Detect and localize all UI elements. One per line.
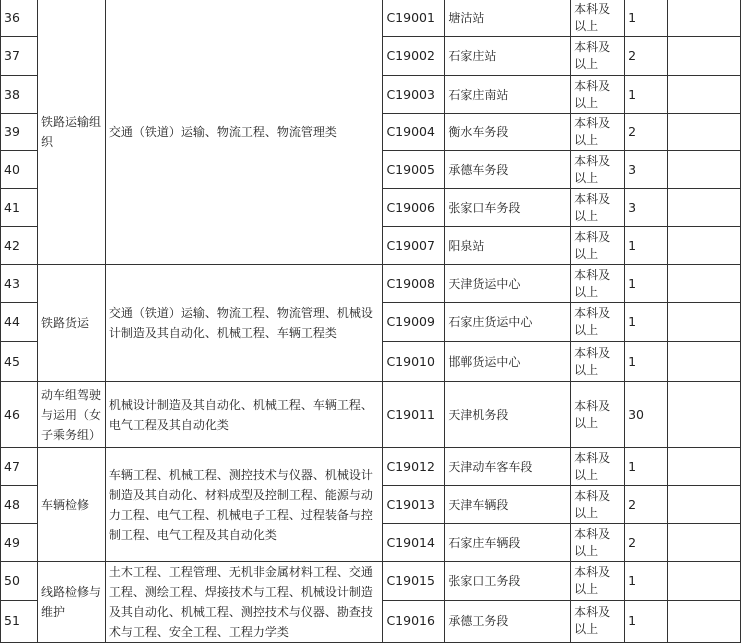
unit-name: 塘沽站 [445, 0, 571, 37]
row-number: 50 [1, 562, 38, 601]
table-row [1, 382, 741, 448]
unit-name: 天津机务段 [445, 382, 571, 448]
position-code: C19004 [383, 114, 445, 151]
position-code: C19003 [383, 76, 445, 114]
row-number: 49 [1, 524, 38, 562]
education-level: 本科及以上 [571, 227, 625, 265]
hire-count: 30 [625, 382, 668, 448]
majors-cell: 交通（铁道）运输、物流工程、物流管理、机械设计制造及其自动化、机械工程、车辆工程类 [105, 265, 383, 382]
empty-cell [668, 227, 741, 265]
education-level: 本科及以上 [571, 265, 625, 303]
empty-cell [668, 114, 741, 151]
empty-cell [668, 382, 741, 448]
unit-name: 石家庄车辆段 [445, 524, 571, 562]
empty-cell [668, 37, 741, 76]
education-level: 本科及以上 [571, 382, 625, 448]
unit-name: 天津动车客车段 [445, 448, 571, 486]
hire-count: 1 [625, 265, 668, 303]
hire-count: 1 [625, 448, 668, 486]
row-number: 40 [1, 151, 38, 189]
table-row [1, 265, 741, 303]
table-row [1, 0, 741, 37]
hire-count: 3 [625, 151, 668, 189]
table-row [1, 448, 741, 486]
hire-count: 1 [625, 76, 668, 114]
hire-count: 1 [625, 562, 668, 601]
position-code: C19010 [383, 342, 445, 382]
position-cell: 铁路运输组织 [37, 0, 105, 265]
row-number: 37 [1, 37, 38, 76]
education-level: 本科及以上 [571, 562, 625, 601]
hire-count: 2 [625, 524, 668, 562]
empty-cell [668, 0, 741, 37]
majors-cell: 机械设计制造及其自动化、机械工程、车辆工程、电气工程及其自动化类 [105, 382, 383, 448]
hire-count: 1 [625, 600, 668, 642]
hire-count: 2 [625, 114, 668, 151]
position-cell: 车辆检修 [37, 448, 105, 562]
position-code: C19012 [383, 448, 445, 486]
hire-count: 2 [625, 486, 668, 524]
unit-name: 承德车务段 [445, 151, 571, 189]
position-code: C19013 [383, 486, 445, 524]
unit-name: 衡水车务段 [445, 114, 571, 151]
unit-name: 张家口车务段 [445, 189, 571, 227]
unit-name: 承德工务段 [445, 600, 571, 642]
hire-count: 1 [625, 303, 668, 342]
empty-cell [668, 448, 741, 486]
position-code: C19007 [383, 227, 445, 265]
education-level: 本科及以上 [571, 76, 625, 114]
education-level: 本科及以上 [571, 0, 625, 37]
education-level: 本科及以上 [571, 114, 625, 151]
row-number: 46 [1, 382, 38, 448]
empty-cell [668, 524, 741, 562]
education-level: 本科及以上 [571, 600, 625, 642]
unit-name: 邯郸货运中心 [445, 342, 571, 382]
unit-name: 石家庄站 [445, 37, 571, 76]
row-number: 51 [1, 600, 38, 642]
position-code: C19015 [383, 562, 445, 601]
hire-count: 3 [625, 189, 668, 227]
unit-name: 天津货运中心 [445, 265, 571, 303]
table-row [1, 562, 741, 601]
education-level: 本科及以上 [571, 342, 625, 382]
row-number: 45 [1, 342, 38, 382]
row-number: 47 [1, 448, 38, 486]
education-level: 本科及以上 [571, 524, 625, 562]
hire-count: 2 [625, 37, 668, 76]
majors-cell: 交通（铁道）运输、物流工程、物流管理类 [105, 0, 383, 265]
position-code: C19001 [383, 0, 445, 37]
empty-cell [668, 303, 741, 342]
row-number: 41 [1, 189, 38, 227]
empty-cell [668, 342, 741, 382]
empty-cell [668, 76, 741, 114]
row-number: 39 [1, 114, 38, 151]
empty-cell [668, 562, 741, 601]
empty-cell [668, 151, 741, 189]
majors-cell: 车辆工程、机械工程、测控技术与仪器、机械设计制造及其自动化、材料成型及控制工程、能源与动力工程、电气工程、机械电子工程、过程装备与控制工程、电气工程及其自动化类 [105, 448, 383, 562]
education-level: 本科及以上 [571, 486, 625, 524]
unit-name: 天津车辆段 [445, 486, 571, 524]
majors-cell: 土木工程、工程管理、无机非金属材料工程、交通工程、测绘工程、焊接技术与工程、机械设计制造及其自动化、机械工程、测控技术与仪器、勘查技术与工程、安全工程、工程力学类 [105, 562, 383, 643]
position-code: C19002 [383, 37, 445, 76]
empty-cell [668, 189, 741, 227]
row-number: 44 [1, 303, 38, 342]
unit-name: 石家庄货运中心 [445, 303, 571, 342]
position-code: C19008 [383, 265, 445, 303]
education-level: 本科及以上 [571, 303, 625, 342]
empty-cell [668, 600, 741, 642]
position-cell: 动车组驾驶与运用（女子乘务组） [37, 382, 105, 448]
education-level: 本科及以上 [571, 37, 625, 76]
position-code: C19016 [383, 600, 445, 642]
row-number: 38 [1, 76, 38, 114]
row-number: 36 [1, 0, 38, 37]
empty-cell [668, 486, 741, 524]
unit-name: 阳泉站 [445, 227, 571, 265]
position-code: C19005 [383, 151, 445, 189]
education-level: 本科及以上 [571, 448, 625, 486]
education-level: 本科及以上 [571, 151, 625, 189]
row-number: 42 [1, 227, 38, 265]
education-level: 本科及以上 [571, 189, 625, 227]
hire-count: 1 [625, 0, 668, 37]
position-cell: 铁路货运 [37, 265, 105, 382]
position-code: C19011 [383, 382, 445, 448]
unit-name: 张家口工务段 [445, 562, 571, 601]
position-code: C19009 [383, 303, 445, 342]
row-number: 48 [1, 486, 38, 524]
position-cell: 线路检修与维护 [37, 562, 105, 643]
position-code: C19006 [383, 189, 445, 227]
unit-name: 石家庄南站 [445, 76, 571, 114]
hire-count: 1 [625, 342, 668, 382]
row-number: 43 [1, 265, 38, 303]
empty-cell [668, 265, 741, 303]
hire-count: 1 [625, 227, 668, 265]
position-code: C19014 [383, 524, 445, 562]
